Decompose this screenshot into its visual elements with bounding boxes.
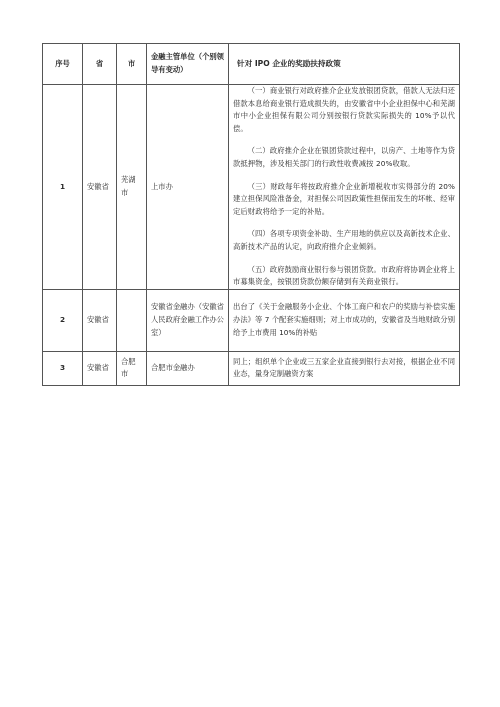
header-policy: 针对 IPO 企业的奖励扶持政策 — [229, 44, 460, 85]
header-province: 省 — [83, 44, 117, 85]
row-num: 1 — [43, 85, 83, 290]
row-city — [117, 289, 147, 351]
header-city: 市 — [117, 44, 147, 85]
row-dept: 上市办 — [147, 85, 229, 290]
policy-paragraph: （五）政府鼓励商业银行参与银团贷款。市政府将协调企业将上市募集资金，按银团贷款份额存储到有关商业银行。 — [233, 264, 455, 287]
policy-paragraph: （二）政府推介企业在银团贷款过程中，以房产、土地等作为贷款抵押物，涉及相关部门的行政性收费减按 20%收取。 — [233, 146, 455, 168]
row-dept: 安徽省金融办（安徽省人民政府金融工作办公室） — [147, 289, 229, 351]
row-city: 合肥市 — [117, 351, 147, 385]
row-dept: 合肥市金融办 — [147, 351, 229, 385]
table-row — [43, 351, 460, 385]
row-policy — [229, 351, 460, 385]
row-province: 安徽省 — [83, 289, 117, 351]
row-num: 2 — [43, 289, 83, 351]
policy-paragraph: （一）商业银行对政府推介企业发放银团贷款，借款人无法归还借款本息给商业银行造成损失的，由安徽省中小企业担保中心和芜湖市中小企业担保有限公司分别按银行贷款实际损失的 10%予以代偿。 — [233, 86, 455, 133]
policy-paragraph: （四）各项专项资金补助、生产用地的供应以及高新技术企业、高新技术产品的认定，向政府推介企业倾斜。 — [233, 229, 455, 251]
header-dept: 金融主管单位（个别领导有变动） — [147, 44, 229, 85]
policy-paragraph: 同上；组织单个企业或三五家企业直接到银行去对接，根据企业不同业态，量身定制融资方案 — [233, 356, 455, 379]
header-num: 序号 — [43, 44, 83, 85]
row-num: 3 — [43, 351, 83, 385]
row-province: 安徽省 — [83, 351, 117, 385]
row-province: 安徽省 — [83, 85, 117, 290]
table-row — [43, 289, 460, 351]
policy-paragraph: （三）财政每年将按政府推介企业新增税收市实得部分的 20%建立担保风险准备金，对担保公司因政策性担保而发生的坏帐、经审定后财政将给予一定的补贴。 — [233, 181, 455, 216]
table-row — [43, 85, 460, 290]
row-policy — [229, 85, 460, 290]
table-header-row — [43, 44, 460, 85]
row-city: 芜湖市 — [117, 85, 147, 290]
row-policy — [229, 289, 460, 351]
policy-paragraph: 出台了《关于金融服务小企业、个体工商户和农户的奖励与补偿实施办法》等 7 个配套实施细则；对上市成功的，安徽省及当地财政分别给予上市费用 10%的补贴 — [233, 302, 455, 337]
ipo-policy-table — [42, 43, 460, 386]
